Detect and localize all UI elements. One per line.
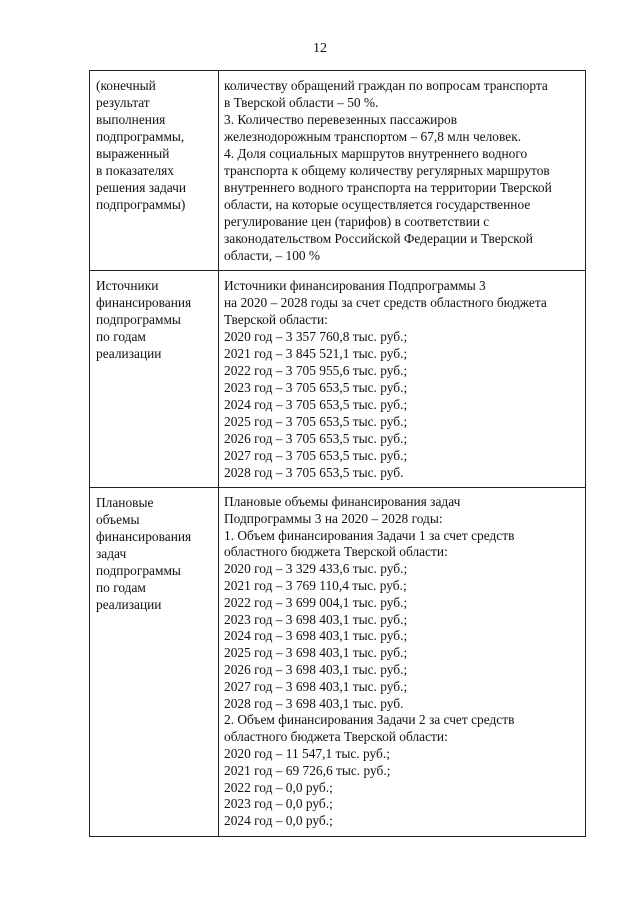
table-row-funding-sources: [90, 271, 586, 488]
row-label-funding-sources: [90, 271, 219, 488]
content-line: областного бюджета Тверской области:: [224, 729, 448, 745]
label-line: подпрограммы,: [96, 129, 185, 144]
label-line: Плановые: [96, 495, 154, 510]
table-row-planned-volumes: [90, 488, 586, 837]
content-line: 2. Объем финансирования Задачи 2 за счет средств: [224, 712, 515, 728]
content-line: 2021 год – 3 845 521,1 тыс. руб.;: [224, 346, 408, 361]
label-line: реализации: [96, 597, 162, 612]
content-line: 2023 год – 3 698 403,1 тыс. руб.;: [224, 611, 408, 627]
content-line: законодательством Российской Федерации и Тверской: [224, 231, 533, 246]
content-line: 4. Доля социальных маршрутов внутреннего водного: [224, 146, 528, 161]
content-line: 1. Объем финансирования Задачи 1 за счет средств: [224, 527, 515, 543]
content-line: 2020 год – 11 547,1 тыс. руб.;: [224, 745, 390, 761]
label-line: выраженный: [96, 146, 170, 161]
label-line: в показателях: [96, 163, 174, 178]
label-line: решения задачи: [96, 180, 187, 195]
page-number: 12: [313, 41, 327, 56]
passport-table: [89, 70, 586, 837]
row-label-planned-volumes: [90, 488, 219, 837]
content-line: 2026 год – 3 698 403,1 тыс. руб.;: [224, 661, 408, 677]
content-line: Источники финансирования Подпрограммы 3: [224, 278, 486, 293]
label-line: по годам: [96, 580, 146, 595]
row-content-result: [219, 71, 586, 271]
content-line: регулирование цен (тарифов) в соответствии с: [224, 214, 490, 229]
content-line: 2027 год – 3 705 653,5 тыс. руб.;: [224, 448, 408, 463]
label-line: результат: [96, 95, 150, 110]
content-line: в Тверской области – 50 %.: [224, 95, 379, 110]
content-line: 2022 год – 3 705 955,6 тыс. руб.;: [224, 363, 408, 378]
content-line: 2024 год – 3 698 403,1 тыс. руб.;: [224, 628, 408, 644]
content-line: 2022 год – 3 699 004,1 тыс. руб.;: [224, 594, 408, 610]
content-line: 3. Количество перевезенных пассажиров: [224, 112, 458, 127]
label-line: финансирования: [96, 295, 192, 310]
label-line: по годам: [96, 329, 146, 344]
content-line: 2022 год – 0,0 руб.;: [224, 779, 333, 795]
row-content-funding-sources: [219, 271, 586, 488]
label-line: Источники: [96, 278, 159, 293]
row-label-result: [90, 71, 219, 271]
label-line: финансирования: [96, 529, 192, 544]
content-line: 2027 год – 3 698 403,1 тыс. руб.;: [224, 678, 408, 694]
content-line: 2028 год – 3 705 653,5 тыс. руб.: [224, 465, 404, 480]
label-line: подпрограммы: [96, 312, 181, 327]
table-row-result: [90, 71, 586, 271]
content-line: 2024 год – 3 705 653,5 тыс. руб.;: [224, 397, 408, 412]
row-content-planned-volumes: [219, 488, 586, 837]
content-line: Плановые объемы финансирования задач: [224, 494, 461, 509]
label-line: подпрограммы: [96, 563, 181, 578]
content-line: Тверской области:: [224, 312, 328, 327]
content-line: 2020 год – 3 329 433,6 тыс. руб.;: [224, 561, 408, 577]
content-line: количеству обращений граждан по вопросам транспорта: [224, 78, 548, 93]
content-line: 2021 год – 69 726,6 тыс. руб.;: [224, 762, 391, 778]
content-line: 2021 год – 3 769 110,4 тыс. руб.;: [224, 577, 407, 593]
content-line: транспорта к общему количеству регулярных маршрутов: [224, 163, 550, 178]
content-line: областного бюджета Тверской области:: [224, 544, 448, 560]
content-line: 2025 год – 3 698 403,1 тыс. руб.;: [224, 645, 408, 661]
content-line: 2024 год – 0,0 руб.;: [224, 813, 333, 829]
label-line: подпрограммы): [96, 197, 186, 212]
content-line: железнодорожным транспортом – 67,8 млн человек.: [224, 129, 522, 144]
content-line: 2028 год – 3 698 403,1 тыс. руб.: [224, 695, 404, 711]
label-line: выполнения: [96, 112, 166, 127]
label-line: (конечный: [96, 78, 156, 93]
content-line: 2023 год – 3 705 653,5 тыс. руб.;: [224, 380, 408, 395]
content-line: 2020 год – 3 357 760,8 тыс. руб.;: [224, 329, 408, 344]
content-line: 2025 год – 3 705 653,5 тыс. руб.;: [224, 414, 408, 429]
content-line: 2023 год – 0,0 руб.;: [224, 796, 333, 812]
content-line: области, – 100 %: [224, 248, 321, 263]
content-line: Подпрограммы 3 на 2020 – 2028 годы:: [224, 510, 443, 526]
label-line: задач: [96, 546, 127, 561]
label-line: реализации: [96, 346, 162, 361]
content-line: на 2020 – 2028 годы за счет средств областного бюджета: [224, 295, 547, 310]
content-line: 2026 год – 3 705 653,5 тыс. руб.;: [224, 431, 408, 446]
label-line: объемы: [96, 512, 140, 527]
content-line: внутреннего водного транспорта на территории Тверской: [224, 180, 552, 195]
content-line: области, на которые осуществляется государственное: [224, 197, 531, 212]
